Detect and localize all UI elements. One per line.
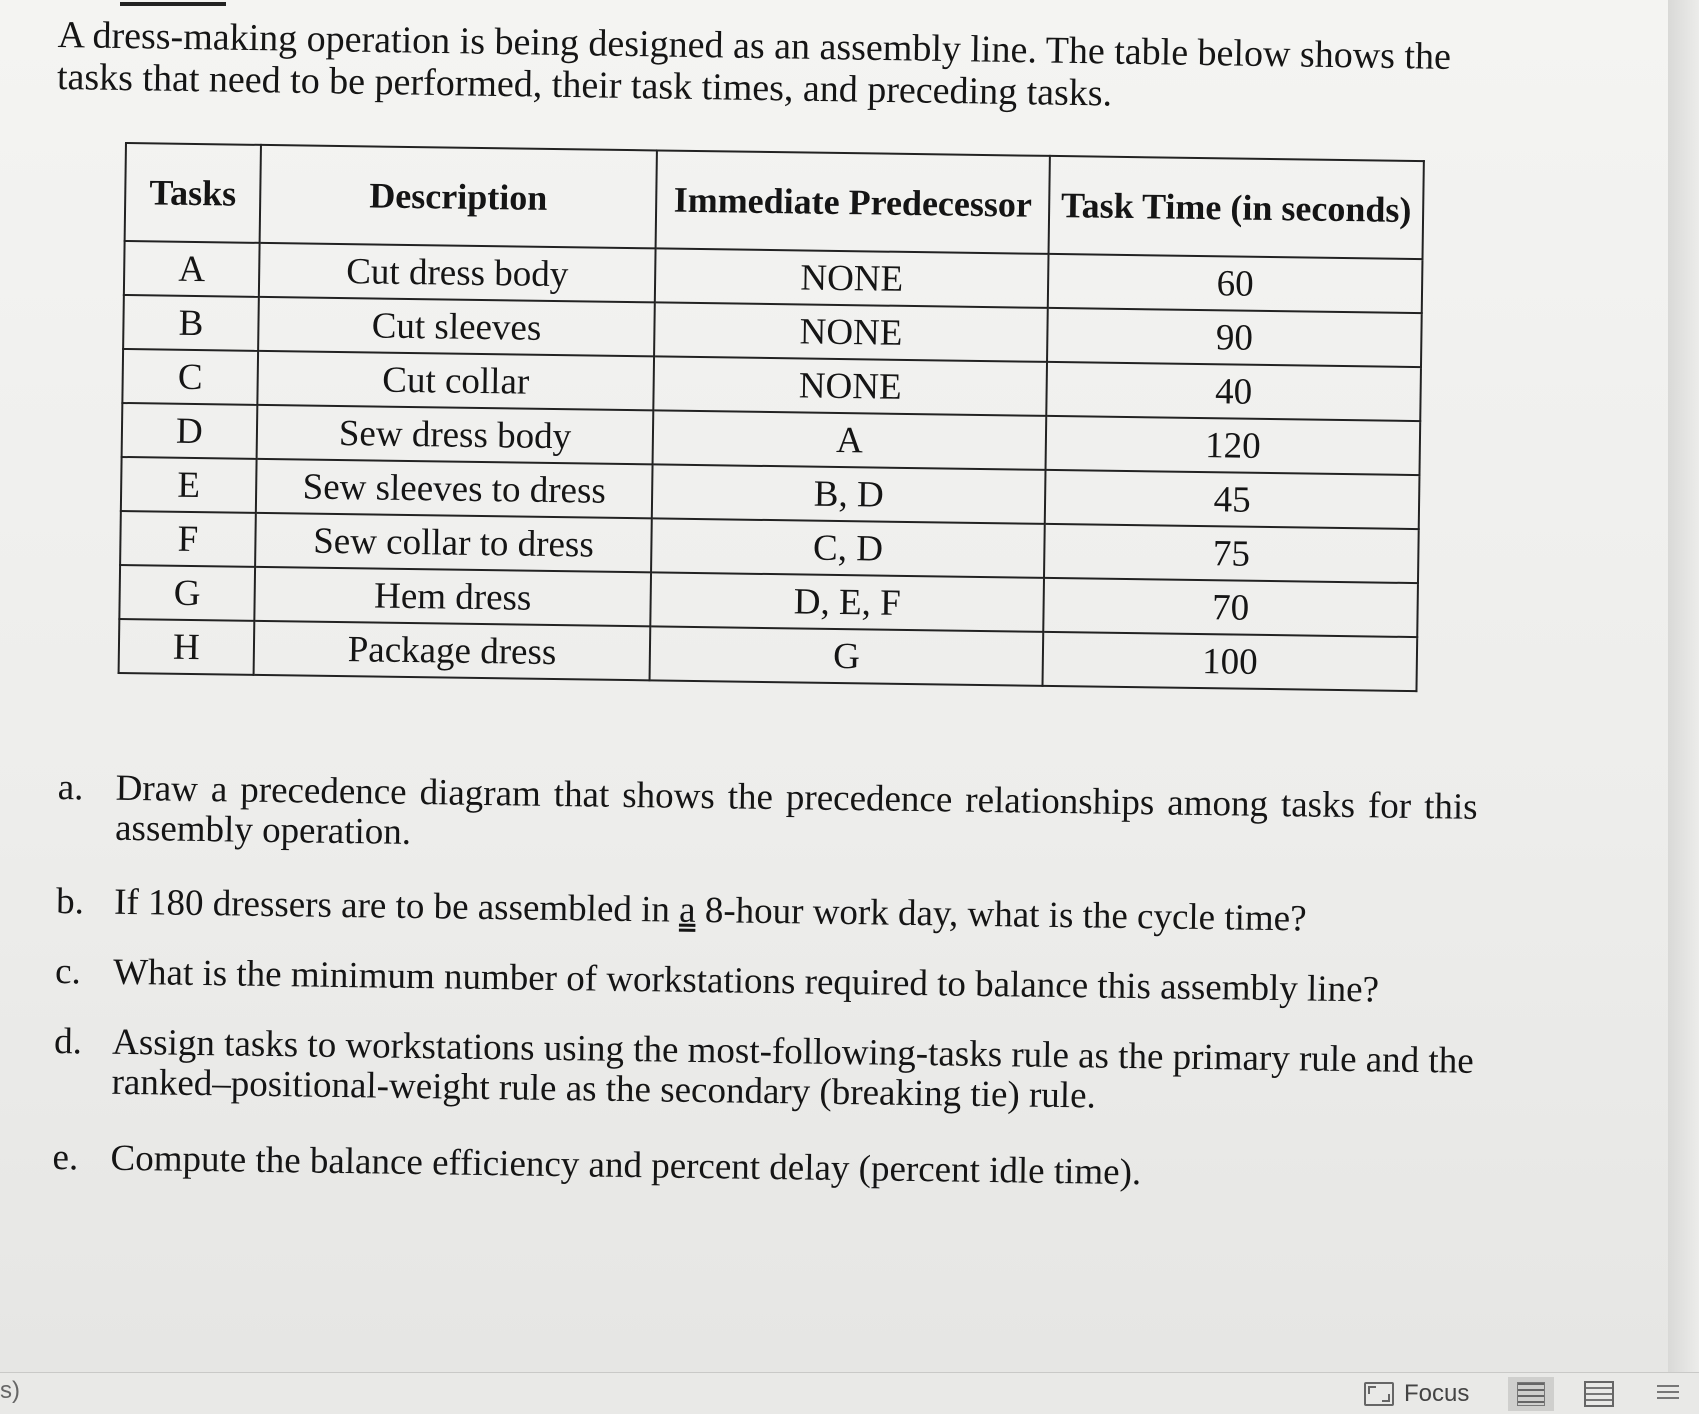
scrollbar-track[interactable] [1668, 0, 1699, 1372]
question-letter: b. [55, 880, 85, 923]
time-cell: 45 [1045, 470, 1420, 529]
question-list [52, 768, 1478, 1198]
task-cell: C [122, 349, 258, 405]
outline-view-button[interactable] [1648, 1377, 1688, 1411]
question-text-part: If 180 dressers are to be assembled in [113, 881, 680, 931]
description-cell: Sew sleeves to dress [256, 459, 653, 519]
task-cell: H [119, 619, 255, 675]
predecessor-cell: NONE [654, 302, 1048, 361]
question-letter: d. [53, 1020, 83, 1063]
status-bar [0, 1372, 1699, 1414]
question-text: Draw a precedence diagram that shows the precedence relationships among tasks for this assembly operation. [114, 767, 1478, 853]
web-layout-icon [1584, 1381, 1614, 1407]
focus-icon [1364, 1382, 1394, 1406]
question-text [114, 883, 1476, 942]
question-e [52, 1138, 1472, 1198]
question-letter: e. [52, 1136, 79, 1179]
predecessor-cell: A [653, 410, 1047, 469]
web-layout-view-button[interactable] [1576, 1377, 1622, 1411]
print-layout-view-button[interactable] [1508, 1377, 1554, 1411]
header-description: Description [260, 145, 657, 249]
table-header-row [125, 143, 1424, 259]
predecessor-cell: D, E, F [650, 572, 1044, 631]
intro-paragraph: A dress-making operation is being designed as an assembly line. The table below shows the tasks that need to be performed, their task times, and preceding tasks. [56, 14, 1452, 115]
time-cell: 60 [1048, 254, 1423, 313]
task-cell: G [119, 565, 255, 621]
status-left-text: s) [0, 1377, 20, 1404]
task-cell: B [123, 295, 259, 351]
predecessor-cell: B, D [652, 464, 1046, 523]
task-cell: E [121, 457, 257, 513]
description-cell: Hem dress [254, 567, 651, 627]
underlined-word: a [678, 889, 696, 931]
predecessor-cell: G [650, 626, 1044, 685]
question-text: Assign tasks to workstations using the most-following-tasks rule as the primary rule and the ranked–positional-weight rule as the secondary (breaking tie) rule. [111, 1021, 1474, 1117]
header-tasks: Tasks [125, 143, 261, 243]
print-layout-icon [1517, 1382, 1545, 1406]
task-cell: D [122, 403, 258, 459]
question-text: Compute the balance efficiency and percent delay (percent idle time). [110, 1137, 1142, 1194]
question-text-part: 8-hour work day, what is the cycle time? [695, 889, 1307, 940]
description-cell: Cut dress body [259, 243, 656, 303]
question-a [57, 768, 1478, 868]
outline-icon [1657, 1385, 1679, 1403]
time-cell: 100 [1043, 632, 1418, 691]
time-cell: 120 [1046, 416, 1421, 475]
description-cell: Package dress [254, 621, 651, 681]
header-predecessor: Immediate Predecessor [656, 150, 1050, 253]
time-cell: 70 [1043, 578, 1418, 637]
description-cell: Cut collar [257, 351, 654, 411]
description-cell: Cut sleeves [258, 297, 655, 357]
question-letter: a. [57, 767, 84, 809]
question-b [56, 882, 1476, 942]
question-text: What is the minimum number of workstations required to balance this assembly line? [112, 951, 1380, 1011]
description-cell: Sew dress body [257, 405, 654, 465]
focus-label: Focus [1404, 1380, 1470, 1407]
question-c [55, 952, 1475, 1012]
description-cell: Sew collar to dress [255, 513, 652, 573]
time-cell: 40 [1046, 362, 1421, 421]
time-cell: 90 [1047, 308, 1422, 367]
header-task-time: Task Time (in seconds) [1049, 156, 1424, 259]
question-d [53, 1022, 1474, 1122]
task-cell: F [120, 511, 256, 567]
task-cell: A [124, 241, 260, 297]
top-rule [120, 2, 226, 6]
predecessor-cell: NONE [653, 356, 1047, 415]
focus-button[interactable] [1364, 1377, 1469, 1411]
predecessor-cell: C, D [651, 518, 1045, 577]
time-cell: 75 [1044, 524, 1419, 583]
task-table [118, 142, 1425, 692]
question-letter: c. [54, 950, 82, 993]
predecessor-cell: NONE [655, 248, 1049, 307]
